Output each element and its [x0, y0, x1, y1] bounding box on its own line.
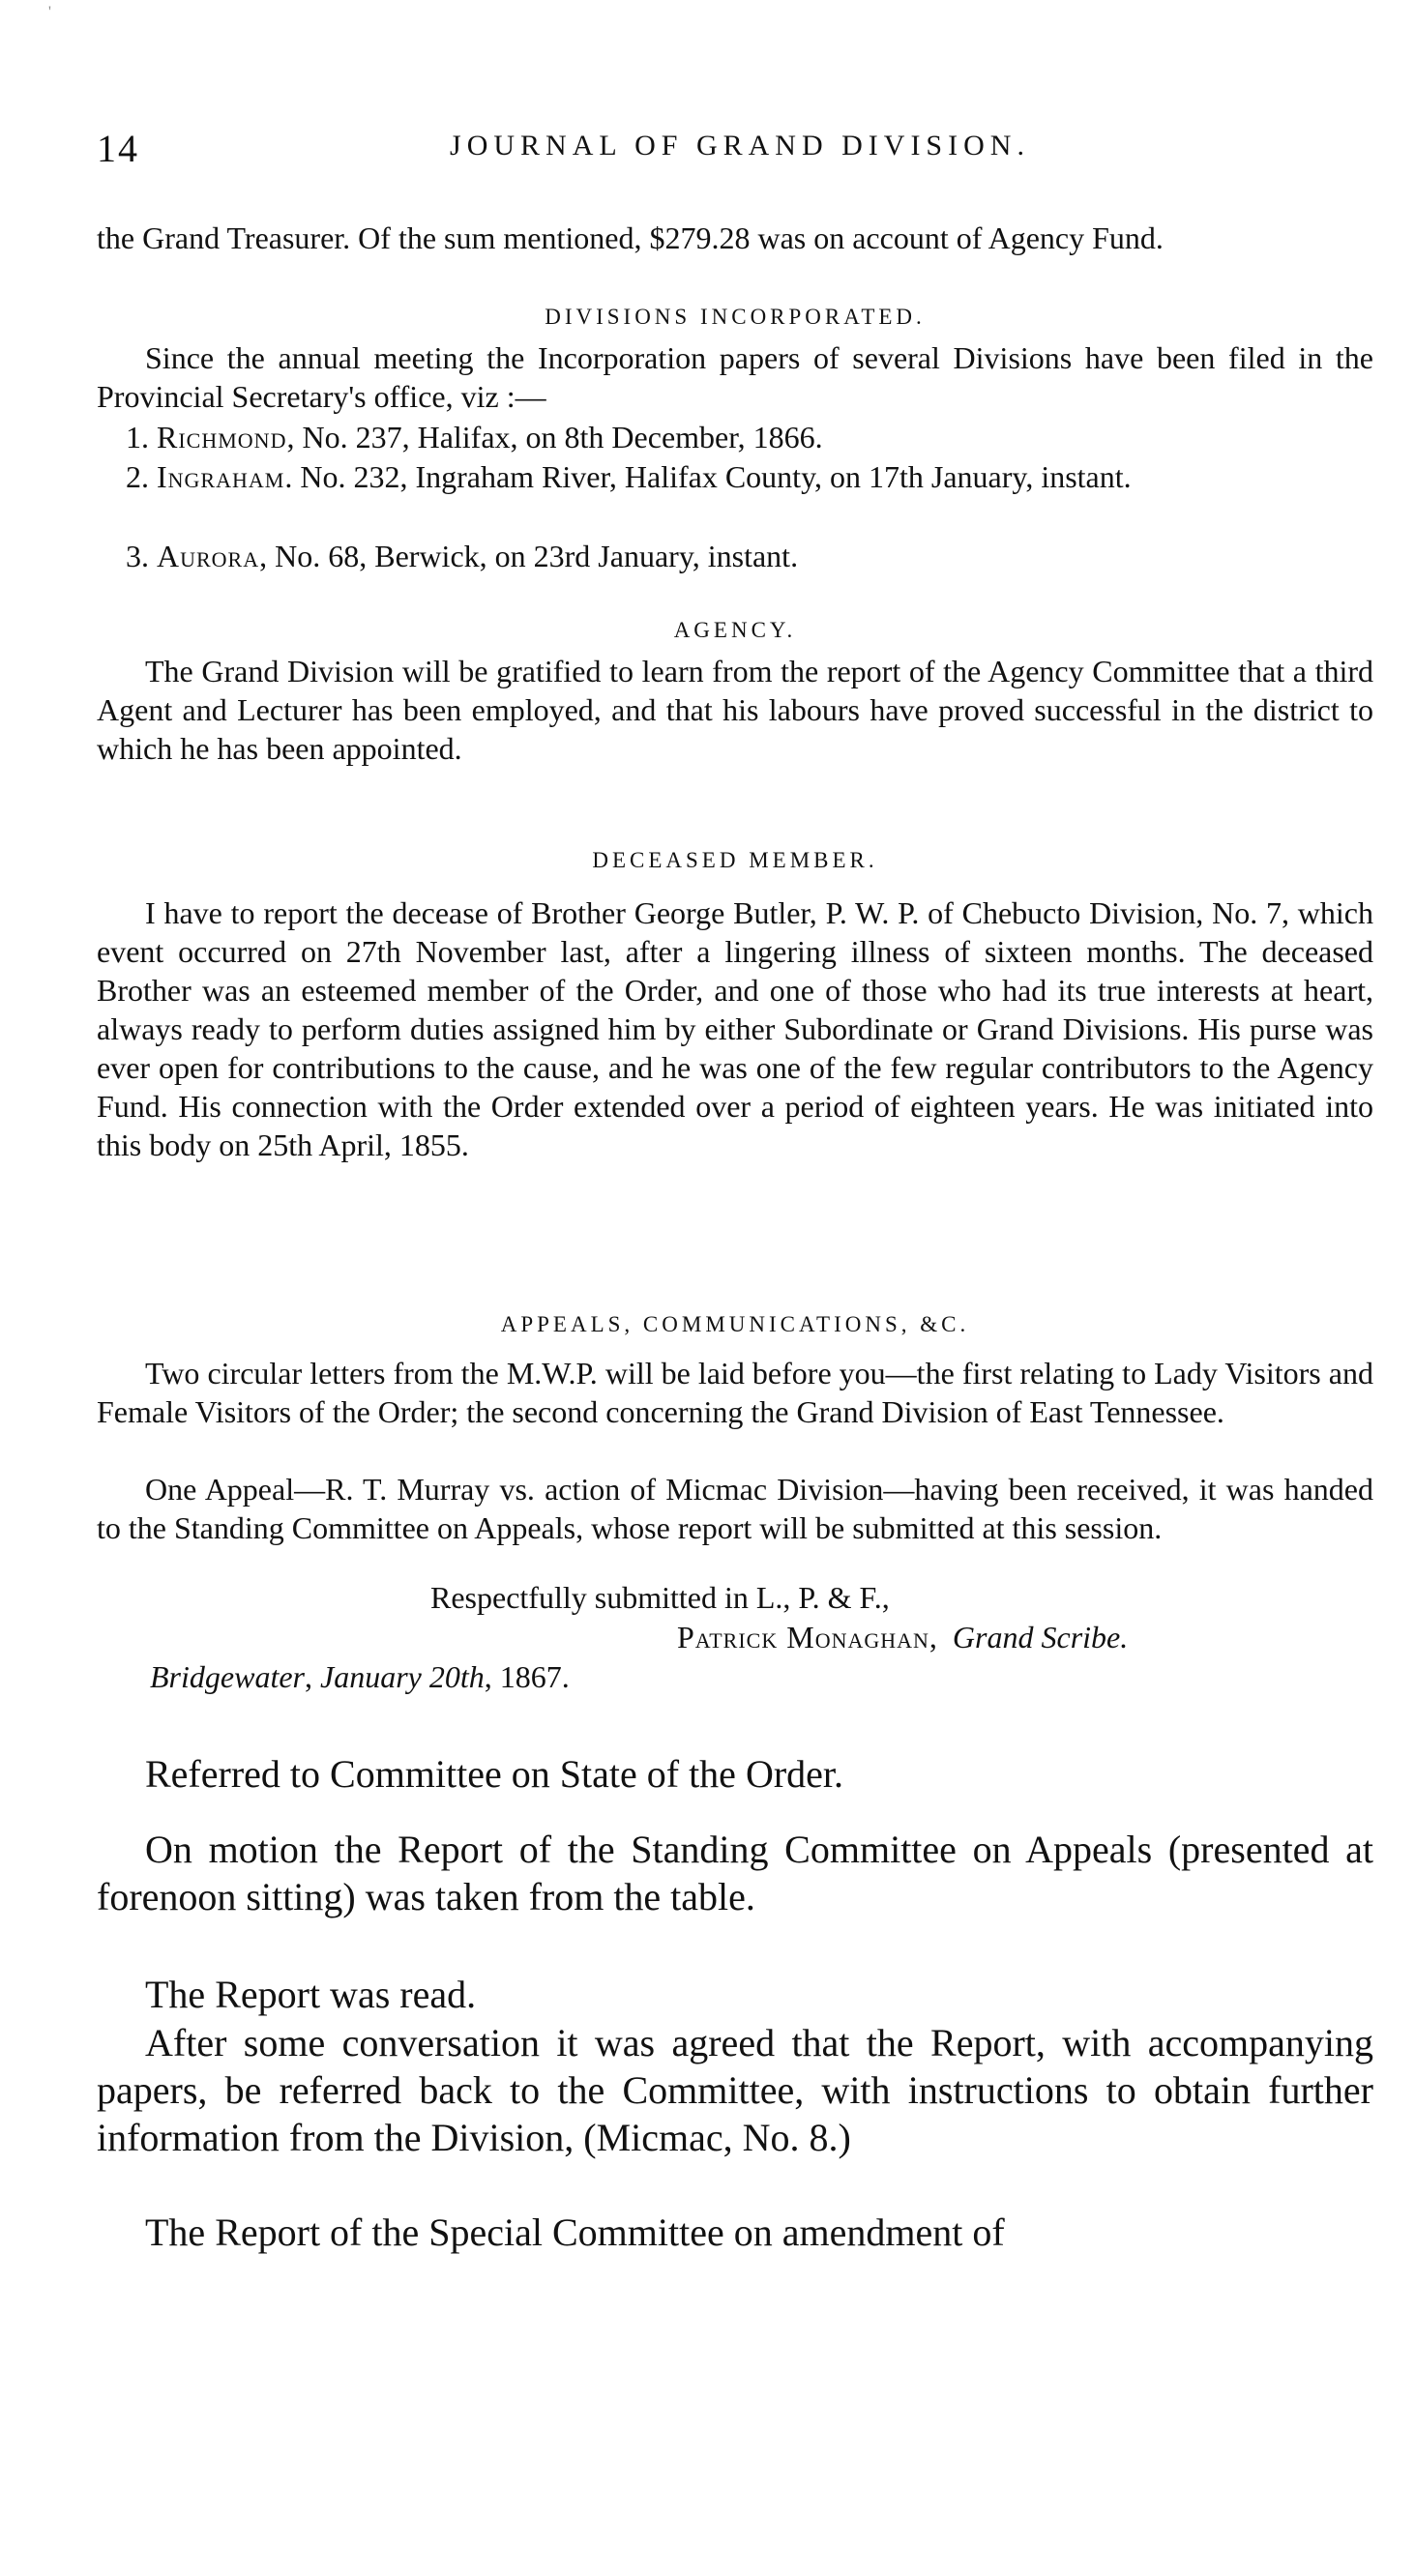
signoff-date: January 20th — [319, 1659, 485, 1694]
signoff-signature: Patrick Monaghan, Grand Scribe. — [677, 1620, 1129, 1654]
proceedings-paragraph-4: After some conversation it was agreed that the Report, with accompanying papers, be referred back to the Committee, with instructions to obtain further information from the Division, (Micmac, No. 8.) — [97, 2021, 1373, 2159]
list-item-number: 3. — [126, 539, 149, 573]
list-item — [97, 537, 1373, 575]
signoff-dateline: Bridgewater, January 20th, 1867. — [150, 1659, 570, 1694]
list-item-text: , No. 68, Berwick, on 23rd January, instant. — [259, 539, 799, 573]
deceased-paragraph: I have to report the decease of Brother George Butler, P. W. P. of Chebucto Division, No. 7, which event occurred on 27th November last, after a lingering illness of sixteen months. The deceased Brother was an esteemed member of the Order, and one of those who had its true interests at heart, always ready to perform duties assigned him by either Subordinate or Grand Divisions. His purse was ever open for contributions to the cause, and he was one of the few regular contributors to the Agency Fund. His connection with the Order extended over a period of eighteen years. He was initiated into this body on 25th April, 1855. — [97, 895, 1373, 1162]
running-head: JOURNAL OF GRAND DIVISION. — [450, 130, 1030, 161]
agency-paragraph: The Grand Division will be gratified to learn from the report of the Agency Committee that a third Agent and Lecturer has been employed, and that his labours have proved successful in the district to which he has been appointed. — [97, 654, 1373, 766]
division-name: Ingraham — [157, 459, 285, 494]
signoff-title: Grand Scribe. — [952, 1620, 1129, 1654]
proceedings-paragraph-3: The Report was read. — [145, 1973, 477, 2016]
appeals-paragraph-2: One Appeal—R. T. Murray vs. action of Micmac Division—having been received, it was handed to the Standing Committee on Appeals, whose report will be submitted at this session. — [97, 1472, 1373, 1545]
page-number: 14 — [97, 127, 139, 170]
proceedings-paragraph-1: Referred to Committee on State of the Order. — [145, 1752, 844, 1796]
incorporated-intro: Since the annual meeting the Incorporation papers of several Divisions have been filed in the Provincial Secretary's office, viz :— — [97, 340, 1373, 414]
list-item-number: 2. — [126, 459, 149, 494]
appeals-paragraph-1: Two circular letters from the M.W.P. will be laid before you—the first relating to Lady Visitors and Female Visitors of the Order; the second concerning the Grand Division of East Tennessee. — [97, 1356, 1373, 1429]
proceedings-paragraph-5: The Report of the Special Committee on amendment of — [145, 2210, 1005, 2254]
list-item-text: . No. 232, Ingraham River, Halifax County, on 17th January, instant. — [284, 459, 1132, 494]
signoff-closing: Respectfully submitted in L., P. & F., — [430, 1580, 890, 1615]
list-item-number: 1. — [126, 420, 149, 454]
section-heading-incorporated: DIVISIONS INCORPORATED. — [545, 305, 926, 329]
list-item-text: , No. 237, Halifax, on 8th December, 1866. — [286, 420, 823, 454]
section-heading-deceased: DECEASED MEMBER. — [592, 848, 878, 872]
signoff-year: 1867. — [499, 1659, 570, 1694]
opening-paragraph: the Grand Treasurer. Of the sum mentioned, $279.28 was on account of Agency Fund. — [97, 220, 1164, 255]
signoff-name: Patrick Monaghan — [677, 1620, 929, 1654]
corner-mark: ' — [48, 4, 51, 20]
section-heading-appeals: APPEALS, COMMUNICATIONS, &C. — [500, 1312, 970, 1336]
list-item — [97, 418, 1373, 456]
page-header — [97, 126, 1383, 174]
signoff-place: Bridgewater — [150, 1659, 305, 1694]
division-name: Richmond — [157, 420, 287, 454]
section-heading-agency: AGENCY. — [673, 618, 797, 642]
list-item — [97, 457, 1373, 496]
proceedings-paragraph-2: On motion the Report of the Standing Committee on Appeals (presented at forenoon sitting) was taken from the table. — [97, 1828, 1373, 1918]
division-name: Aurora — [157, 539, 260, 573]
